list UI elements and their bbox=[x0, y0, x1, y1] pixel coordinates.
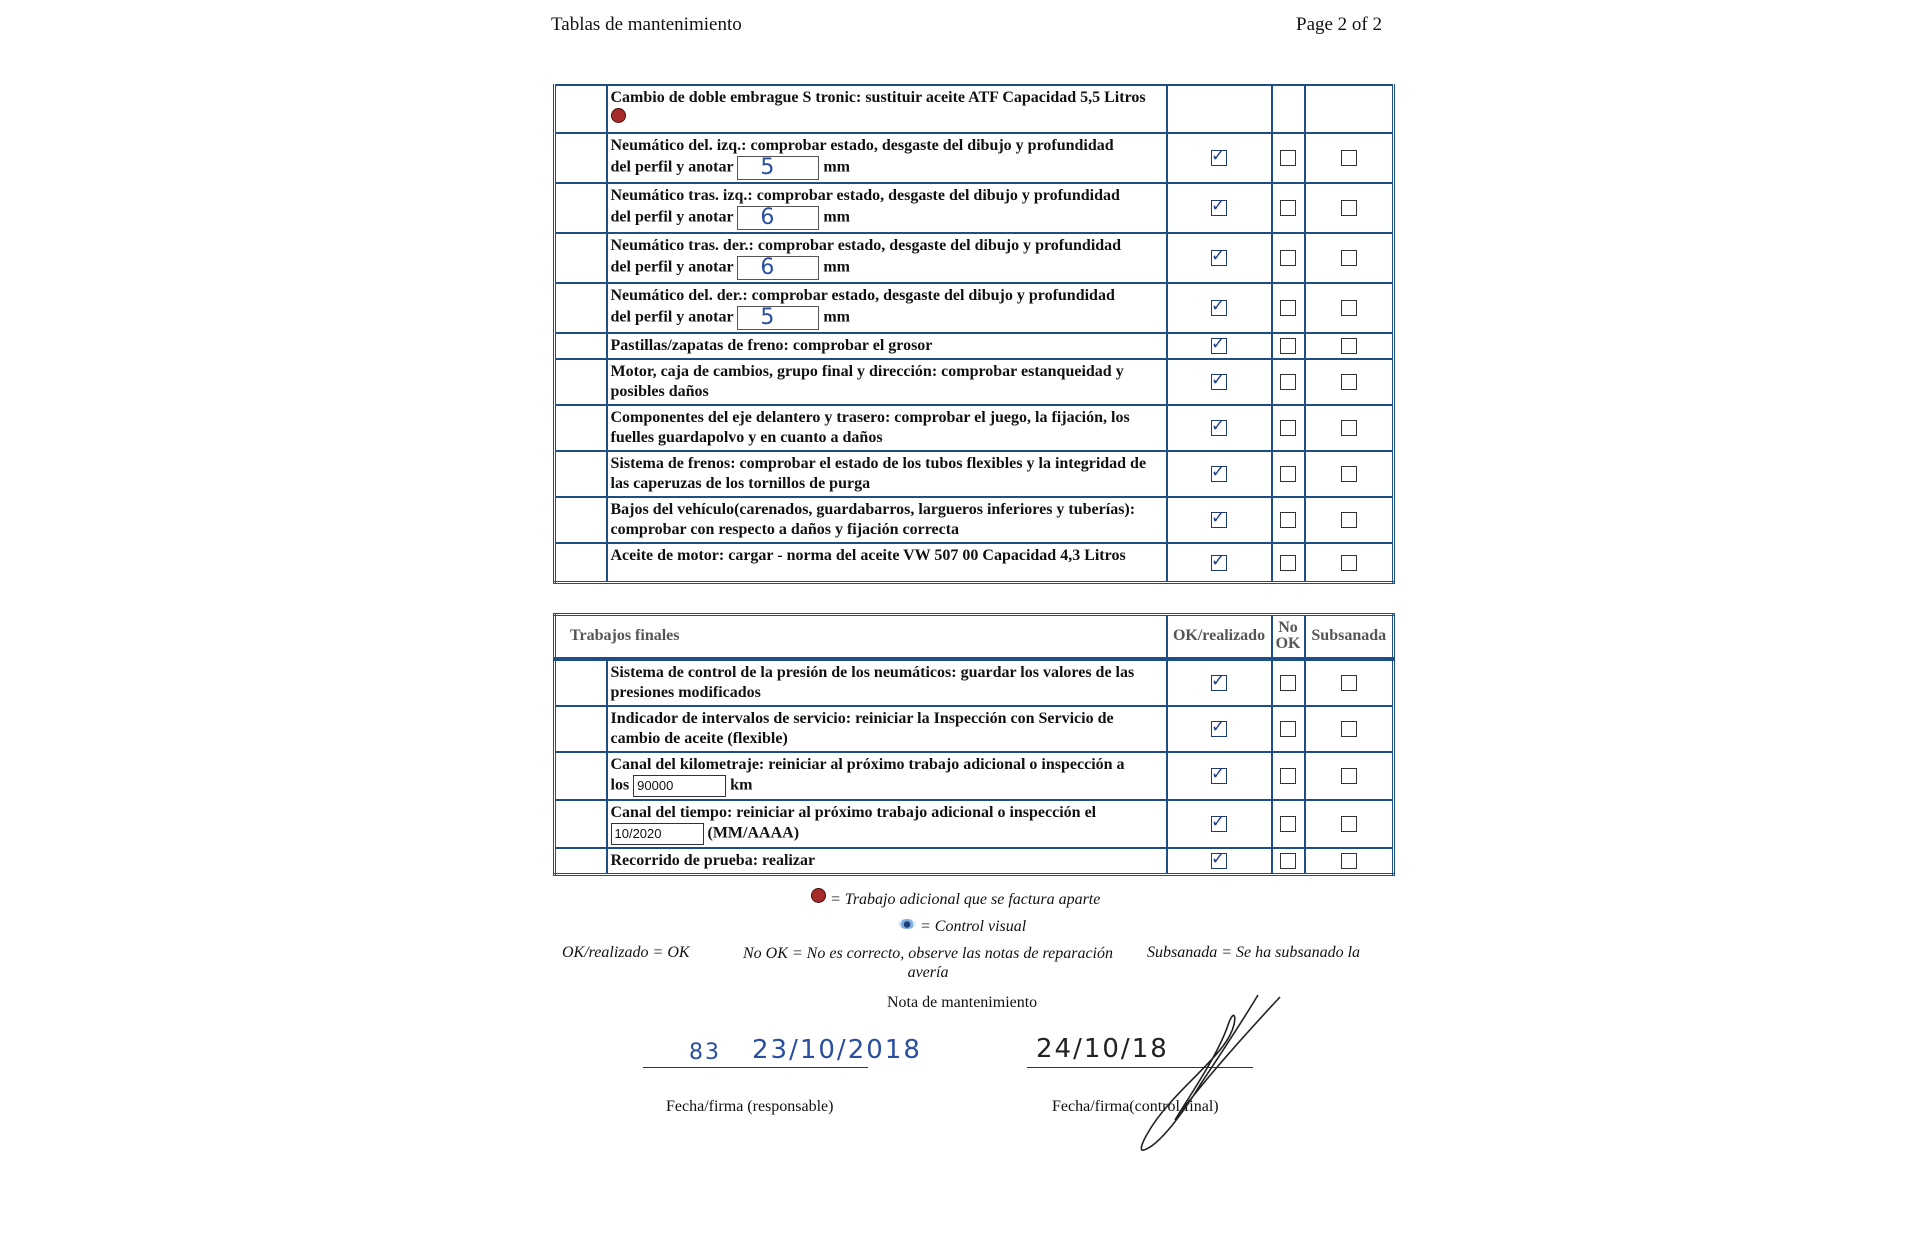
table-row bbox=[555, 800, 1394, 848]
check-cell bbox=[1167, 233, 1272, 283]
ok-checkbox[interactable] bbox=[1211, 196, 1227, 217]
no-ok-checkbox[interactable] bbox=[1280, 512, 1296, 528]
table-row bbox=[555, 133, 1394, 183]
check-cell bbox=[1272, 405, 1305, 451]
check-cell bbox=[1272, 752, 1305, 800]
check-cell bbox=[1272, 497, 1305, 543]
handwritten-initials: 83 bbox=[689, 1040, 721, 1065]
check-mark-icon: ✓ bbox=[1211, 246, 1226, 267]
ok-checkbox[interactable] bbox=[1211, 334, 1227, 355]
subsanada-checkbox[interactable] bbox=[1341, 300, 1357, 316]
row-margin bbox=[555, 752, 607, 800]
row-margin bbox=[555, 848, 607, 875]
check-cell bbox=[1305, 497, 1394, 543]
row-margin bbox=[555, 405, 607, 451]
row-margin bbox=[555, 233, 607, 283]
row-description bbox=[607, 497, 1167, 543]
check-cell bbox=[1167, 706, 1272, 752]
row-text: Neumático del. izq.: comprobar estado, desgaste del dibujo y profundidad bbox=[610, 137, 1114, 154]
row-text: Indicador de intervalos de servicio: reiniciar la Inspección con Servicio de cambio de aceite (flexible) bbox=[610, 709, 1114, 747]
legend-red-dot: = Trabajo adicional que se factura aparte bbox=[811, 888, 1100, 909]
no-ok-checkbox[interactable] bbox=[1280, 420, 1296, 436]
ok-checkbox[interactable] bbox=[1211, 146, 1227, 167]
signature-line-left bbox=[643, 1067, 868, 1068]
check-mark-icon: ✓ bbox=[1211, 334, 1226, 355]
row-description bbox=[607, 659, 1167, 706]
check-cell bbox=[1272, 659, 1305, 706]
table-row bbox=[555, 85, 1394, 133]
page-number: Page 2 of 2 bbox=[1296, 14, 1383, 35]
row-margin bbox=[555, 333, 607, 359]
check-cell bbox=[1272, 333, 1305, 359]
check-cell bbox=[1272, 283, 1305, 333]
check-cell bbox=[1167, 752, 1272, 800]
check-cell bbox=[1272, 543, 1305, 582]
check-cell bbox=[1272, 133, 1305, 183]
ok-checkbox[interactable] bbox=[1211, 296, 1227, 317]
row-description: Canal del kilometraje: reiniciar al próximo trabajo adicional o inspección a los 90000 km bbox=[607, 752, 1167, 800]
table-row bbox=[555, 706, 1394, 752]
subsanada-checkbox[interactable] bbox=[1341, 768, 1357, 784]
ok-checkbox[interactable] bbox=[1211, 508, 1227, 529]
signature-caption-left: Fecha/firma (responsable) bbox=[666, 1098, 834, 1115]
check-cell bbox=[1167, 543, 1272, 582]
legend-ok: OK/realizado = OK bbox=[562, 944, 690, 961]
check-cell bbox=[1305, 848, 1394, 875]
table-row bbox=[555, 233, 1394, 283]
unit-label: mm bbox=[823, 158, 850, 176]
check-cell bbox=[1305, 133, 1394, 183]
row-margin bbox=[555, 283, 607, 333]
check-mark-icon: ✓ bbox=[1211, 416, 1226, 437]
no-ok-checkbox[interactable] bbox=[1280, 853, 1296, 869]
check-cell bbox=[1167, 848, 1272, 875]
check-cell bbox=[1272, 183, 1305, 233]
check-cell bbox=[1167, 333, 1272, 359]
ok-checkbox[interactable] bbox=[1211, 416, 1227, 437]
check-cell bbox=[1272, 359, 1305, 405]
value-field[interactable]: 5 bbox=[737, 306, 819, 330]
subsanada-checkbox[interactable] bbox=[1341, 512, 1357, 528]
check-cell bbox=[1167, 183, 1272, 233]
section-title: Trabajos finales bbox=[555, 615, 1167, 659]
table-row bbox=[555, 497, 1394, 543]
check-mark-icon: ✓ bbox=[1211, 146, 1226, 167]
row-description bbox=[607, 85, 1167, 133]
subsanada-checkbox[interactable] bbox=[1341, 150, 1357, 166]
table-row bbox=[555, 183, 1394, 233]
check-cell bbox=[1305, 233, 1394, 283]
subsanada-checkbox[interactable] bbox=[1341, 555, 1357, 571]
row-text: Neumático tras. der.: comprobar estado, desgaste del dibujo y profundidad bbox=[610, 237, 1122, 254]
row-text: Neumático tras. izq.: comprobar estado, desgaste del dibujo y profundidad bbox=[610, 187, 1120, 204]
row-text: Pastillas/zapatas de freno: comprobar el grosor bbox=[610, 337, 933, 354]
signature-drawing bbox=[1130, 985, 1290, 1155]
check-cell bbox=[1305, 283, 1394, 333]
row-text: Motor, caja de cambios, grupo final y dirección: comprobar estanqueidad y posibles daños bbox=[610, 363, 1124, 400]
check-mark-icon: ✓ bbox=[1211, 716, 1226, 737]
handwritten-date-right: 24/10/18 bbox=[1036, 1034, 1169, 1064]
ok-checkbox[interactable] bbox=[1211, 670, 1227, 691]
value-field[interactable]: 5 bbox=[737, 156, 819, 180]
check-mark-icon: ✓ bbox=[1211, 462, 1226, 483]
check-cell bbox=[1305, 800, 1394, 848]
check-cell bbox=[1272, 848, 1305, 875]
row-margin bbox=[555, 133, 607, 183]
check-cell bbox=[1272, 451, 1305, 497]
check-mark-icon: ✓ bbox=[1211, 196, 1226, 217]
no-ok-checkbox[interactable] bbox=[1280, 466, 1296, 482]
handwritten-date-left: 23/10/2018 bbox=[752, 1035, 922, 1065]
value-field[interactable]: 90000 bbox=[633, 775, 726, 797]
subsanada-checkbox[interactable] bbox=[1341, 250, 1357, 266]
no-ok-checkbox[interactable] bbox=[1280, 675, 1296, 691]
no-ok-checkbox[interactable] bbox=[1280, 338, 1296, 354]
row-description: Neumático tras. der.: comprobar estado, desgaste del dibujo y profundidad del perfil y anotar 6 mm bbox=[607, 233, 1167, 283]
unit-label: (MM/AAAA) bbox=[707, 824, 800, 842]
row-margin bbox=[555, 451, 607, 497]
no-ok-checkbox[interactable] bbox=[1280, 555, 1296, 571]
check-cell bbox=[1272, 85, 1305, 133]
subsanada-checkbox[interactable] bbox=[1341, 338, 1357, 354]
table-row bbox=[555, 333, 1394, 359]
check-cell bbox=[1305, 659, 1394, 706]
row-description: Neumático del. izq.: comprobar estado, desgaste del dibujo y profundidad del perfil y anotar 5 mm bbox=[607, 133, 1167, 183]
check-cell bbox=[1272, 800, 1305, 848]
subsanada-checkbox[interactable] bbox=[1341, 853, 1357, 869]
column-no-ok: No OK bbox=[1272, 615, 1305, 659]
row-text: Componentes del eje delantero y trasero: comprobar el juego, la fijación, los fuelles guardapolvo y en cuanto a daños bbox=[610, 409, 1130, 446]
maintenance-table bbox=[553, 84, 1395, 584]
table-row bbox=[555, 451, 1394, 497]
row-description bbox=[607, 333, 1167, 359]
row-text: Sistema de frenos: comprobar el estado de los tubos flexibles y la integridad de las caperuzas de los tornillos de purga bbox=[610, 455, 1147, 492]
unit-label: mm bbox=[823, 208, 850, 226]
value-field[interactable]: 6 bbox=[737, 206, 819, 230]
check-mark-icon: ✓ bbox=[1211, 296, 1226, 317]
row-text: Canal del tiempo: reiniciar al próximo trabajo adicional o inspección el bbox=[610, 803, 1097, 821]
row-description bbox=[607, 359, 1167, 405]
row-text: Cambio de doble embrague S tronic: sustituir aceite ATF Capacidad 5,5 Litros bbox=[610, 89, 1146, 106]
red-dot-icon bbox=[811, 888, 826, 903]
row-text: Aceite de motor: cargar - norma del aceite VW 507 00 Capacidad 4,3 Litros bbox=[610, 547, 1126, 564]
ok-checkbox[interactable] bbox=[1211, 246, 1227, 267]
row-description: Neumático tras. izq.: comprobar estado, desgaste del dibujo y profundidad del perfil y anotar 6 mm bbox=[607, 183, 1167, 233]
check-mark-icon: ✓ bbox=[1211, 370, 1226, 391]
check-mark-icon: ✓ bbox=[1211, 508, 1226, 529]
subsanada-checkbox[interactable] bbox=[1341, 200, 1357, 216]
table-row bbox=[555, 283, 1394, 333]
table-row bbox=[555, 359, 1394, 405]
check-cell bbox=[1167, 405, 1272, 451]
table-row bbox=[555, 752, 1394, 800]
check-cell bbox=[1305, 706, 1394, 752]
check-cell bbox=[1305, 85, 1394, 133]
check-cell bbox=[1305, 752, 1394, 800]
row-text: Sistema de control de la presión de los neumáticos: guardar los valores de las presiones modificados bbox=[610, 663, 1135, 701]
value-field[interactable]: 10/2020 bbox=[611, 823, 704, 845]
check-cell bbox=[1167, 133, 1272, 183]
subsanada-checkbox[interactable] bbox=[1341, 420, 1357, 436]
row-description bbox=[607, 451, 1167, 497]
row-margin bbox=[555, 706, 607, 752]
subsanada-checkbox[interactable] bbox=[1341, 816, 1357, 832]
check-cell bbox=[1305, 543, 1394, 582]
no-ok-checkbox[interactable] bbox=[1280, 816, 1296, 832]
check-mark-icon: ✓ bbox=[1211, 848, 1226, 869]
check-cell bbox=[1167, 451, 1272, 497]
ok-checkbox[interactable] bbox=[1211, 462, 1227, 483]
signature-caption-right: Fecha/firma(control final) bbox=[1052, 1098, 1219, 1115]
ok-checkbox[interactable] bbox=[1211, 716, 1227, 737]
check-cell bbox=[1305, 451, 1394, 497]
row-margin bbox=[555, 543, 607, 582]
eye-icon bbox=[898, 919, 916, 929]
ok-checkbox[interactable] bbox=[1211, 370, 1227, 391]
unit-label: mm bbox=[823, 258, 850, 276]
unit-label: km bbox=[730, 776, 753, 794]
no-ok-checkbox[interactable] bbox=[1280, 768, 1296, 784]
no-ok-checkbox[interactable] bbox=[1280, 300, 1296, 316]
check-mark-icon: ✓ bbox=[1211, 550, 1226, 571]
row-margin bbox=[555, 497, 607, 543]
row-description bbox=[607, 706, 1167, 752]
maintenance-note-label: Nota de mantenimiento bbox=[887, 994, 1038, 1011]
row-description bbox=[607, 405, 1167, 451]
final-works-table bbox=[553, 613, 1395, 876]
row-description bbox=[607, 800, 1167, 848]
row-description bbox=[607, 543, 1167, 582]
legend-eye: = Control visual bbox=[898, 918, 1026, 936]
check-cell bbox=[1167, 497, 1272, 543]
table-row bbox=[555, 659, 1394, 706]
row-margin bbox=[555, 359, 607, 405]
no-ok-checkbox[interactable] bbox=[1280, 374, 1296, 390]
row-description: Neumático del. der.: comprobar estado, desgaste del dibujo y profundidad del perfil y anotar 5 mm bbox=[607, 283, 1167, 333]
check-cell bbox=[1272, 706, 1305, 752]
check-cell bbox=[1167, 85, 1272, 133]
check-mark-icon: ✓ bbox=[1211, 811, 1226, 832]
column-subsanada: Subsanada bbox=[1305, 615, 1394, 659]
table-row bbox=[555, 848, 1394, 875]
check-cell bbox=[1305, 333, 1394, 359]
check-mark-icon: ✓ bbox=[1211, 670, 1226, 691]
table-row bbox=[555, 543, 1394, 582]
row-margin bbox=[555, 85, 607, 133]
legend-subsanada: Subsanada = Se ha subsanado la bbox=[1147, 944, 1361, 961]
row-margin bbox=[555, 183, 607, 233]
check-cell bbox=[1167, 283, 1272, 333]
ok-checkbox[interactable] bbox=[1211, 811, 1227, 832]
check-cell bbox=[1305, 359, 1394, 405]
legend-no-ok: No OK = No es correcto, observe las notas de reparación avería bbox=[742, 945, 1113, 981]
check-cell bbox=[1167, 359, 1272, 405]
ok-checkbox[interactable] bbox=[1211, 763, 1227, 784]
no-ok-checkbox[interactable] bbox=[1280, 721, 1296, 737]
column-ok: OK/realizado bbox=[1167, 615, 1272, 659]
row-text: Canal del kilometraje: reiniciar al próximo trabajo adicional o inspección a bbox=[610, 755, 1125, 773]
check-cell bbox=[1167, 659, 1272, 706]
row-description bbox=[607, 848, 1167, 875]
no-ok-checkbox[interactable] bbox=[1280, 150, 1296, 166]
subsanada-checkbox[interactable] bbox=[1341, 675, 1357, 691]
row-text: Recorrido de prueba: realizar bbox=[610, 851, 816, 869]
table-row bbox=[555, 405, 1394, 451]
red-dot-icon bbox=[611, 108, 626, 123]
value-field[interactable]: 6 bbox=[737, 256, 819, 280]
no-ok-checkbox[interactable] bbox=[1280, 250, 1296, 266]
subsanada-checkbox[interactable] bbox=[1341, 721, 1357, 737]
unit-label: mm bbox=[823, 308, 850, 326]
document-title: Tablas de mantenimiento bbox=[551, 14, 742, 35]
row-text: Neumático del. der.: comprobar estado, desgaste del dibujo y profundidad bbox=[610, 287, 1115, 304]
row-margin bbox=[555, 659, 607, 706]
subsanada-checkbox[interactable] bbox=[1341, 374, 1357, 390]
ok-checkbox[interactable] bbox=[1211, 848, 1227, 869]
check-mark-icon: ✓ bbox=[1211, 763, 1226, 784]
row-text: Bajos del vehículo(carenados, guardabarros, largueros inferiores y tuberías): comprobar con respecto a daños y fijación correcta bbox=[610, 501, 1136, 538]
ok-checkbox[interactable] bbox=[1211, 550, 1227, 571]
check-cell bbox=[1272, 233, 1305, 283]
no-ok-checkbox[interactable] bbox=[1280, 200, 1296, 216]
check-cell bbox=[1305, 183, 1394, 233]
row-margin bbox=[555, 800, 607, 848]
subsanada-checkbox[interactable] bbox=[1341, 466, 1357, 482]
check-cell bbox=[1167, 800, 1272, 848]
check-cell bbox=[1305, 405, 1394, 451]
